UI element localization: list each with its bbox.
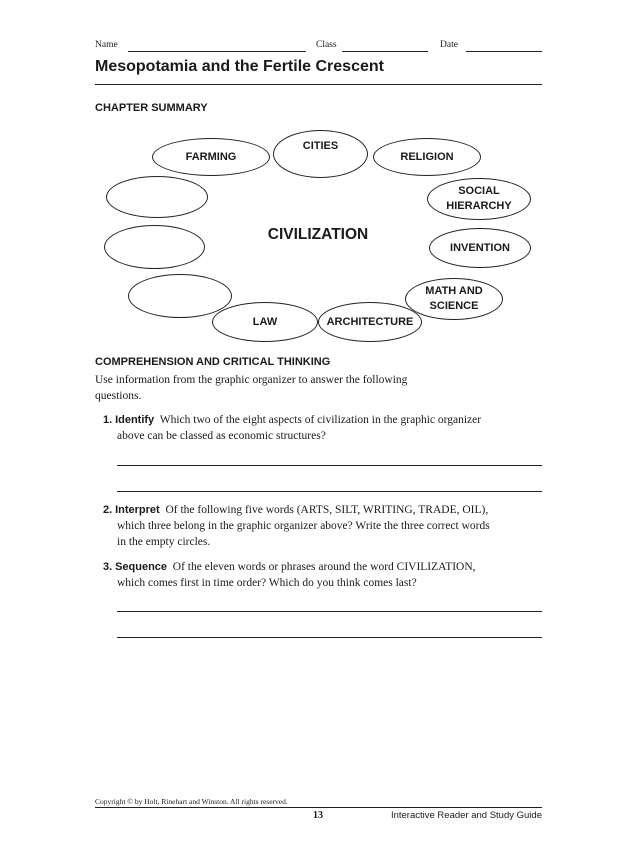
date-label: Date [440, 40, 458, 50]
q2-keyword: Interpret [115, 504, 160, 516]
q2-line2: which three belong in the graphic organizer above? Write the three correct words [117, 520, 490, 532]
chapter-summary-heading: CHAPTER SUMMARY [95, 102, 208, 114]
center-civilization: CIVILIZATION [267, 226, 369, 243]
page-number: 13 [313, 810, 323, 821]
oval-invention-label: INVENTION [450, 241, 510, 254]
q1-answer-line-1[interactable] [117, 465, 542, 466]
q1-answer-line-2[interactable] [117, 491, 542, 492]
footer-rule [95, 807, 542, 808]
q1-number: 1. [103, 414, 113, 426]
oval-cities-label: CITIES [302, 140, 339, 152]
oval-cities [273, 130, 368, 178]
oval-religion-label: RELIGION [400, 150, 454, 163]
oval-architecture-label: ARCHITECTURE [326, 315, 414, 328]
q1-line2: above can be classed as economic structures? [117, 430, 326, 442]
q3-line1: Of the eleven words or phrases around the word CIVILIZATION, [172, 561, 476, 573]
empty-oval-3[interactable] [128, 274, 232, 318]
q3-line2: which comes first in time order? Which do you think comes last? [117, 577, 417, 589]
question-1 [103, 412, 543, 444]
q1-keyword: Identify [115, 414, 155, 426]
q3-keyword: Sequence [115, 561, 168, 573]
oval-social-line1: SOCIAL [458, 185, 500, 198]
class-label: Class [316, 40, 337, 50]
instructions-line1: Use information from the graphic organizer to answer the following [95, 374, 408, 386]
date-field[interactable] [466, 51, 542, 52]
oval-architecture [318, 302, 422, 342]
name-label: Name [95, 40, 118, 50]
oval-math-line1: MATH AND [425, 285, 483, 298]
oval-math-science [405, 278, 503, 320]
oval-religion [373, 138, 481, 176]
copyright: Copyright © by Holt, Rinehart and Winston. All rights reserved. [95, 797, 288, 806]
q2-line1: Of the following five words (ARTS, SILT, WRITING, TRADE, OIL), [165, 504, 489, 516]
guide-title: Interactive Reader and Study Guide [390, 810, 542, 821]
comprehension-heading: COMPREHENSION AND CRITICAL THINKING [95, 356, 331, 368]
oval-invention [429, 228, 531, 268]
oval-law [212, 302, 318, 342]
instructions [95, 372, 545, 404]
q1-line1: Which two of the eight aspects of civilization in the graphic organizer [159, 414, 482, 426]
oval-social-line2: HIERARCHY [446, 200, 512, 212]
question-3 [103, 559, 543, 591]
page-title: Mesopotamia and the Fertile Crescent [95, 58, 384, 75]
question-2 [103, 502, 543, 550]
empty-oval-1[interactable] [106, 176, 208, 218]
empty-oval-2[interactable] [104, 225, 205, 269]
title-rule [95, 84, 542, 85]
name-field[interactable] [128, 51, 306, 52]
q3-number: 3. [103, 561, 113, 573]
q3-answer-line-2[interactable] [117, 637, 542, 638]
oval-social-hierarchy [427, 178, 531, 220]
q2-number: 2. [103, 504, 113, 516]
q2-line3: in the empty circles. [117, 536, 211, 548]
oval-law-label: LAW [252, 315, 278, 328]
q3-answer-line-1[interactable] [117, 611, 542, 612]
instructions-line2: questions. [95, 390, 142, 402]
oval-farming [152, 138, 270, 176]
class-field[interactable] [342, 51, 428, 52]
oval-math-line2: SCIENCE [429, 300, 479, 312]
oval-farming-label: FARMING [185, 150, 237, 163]
